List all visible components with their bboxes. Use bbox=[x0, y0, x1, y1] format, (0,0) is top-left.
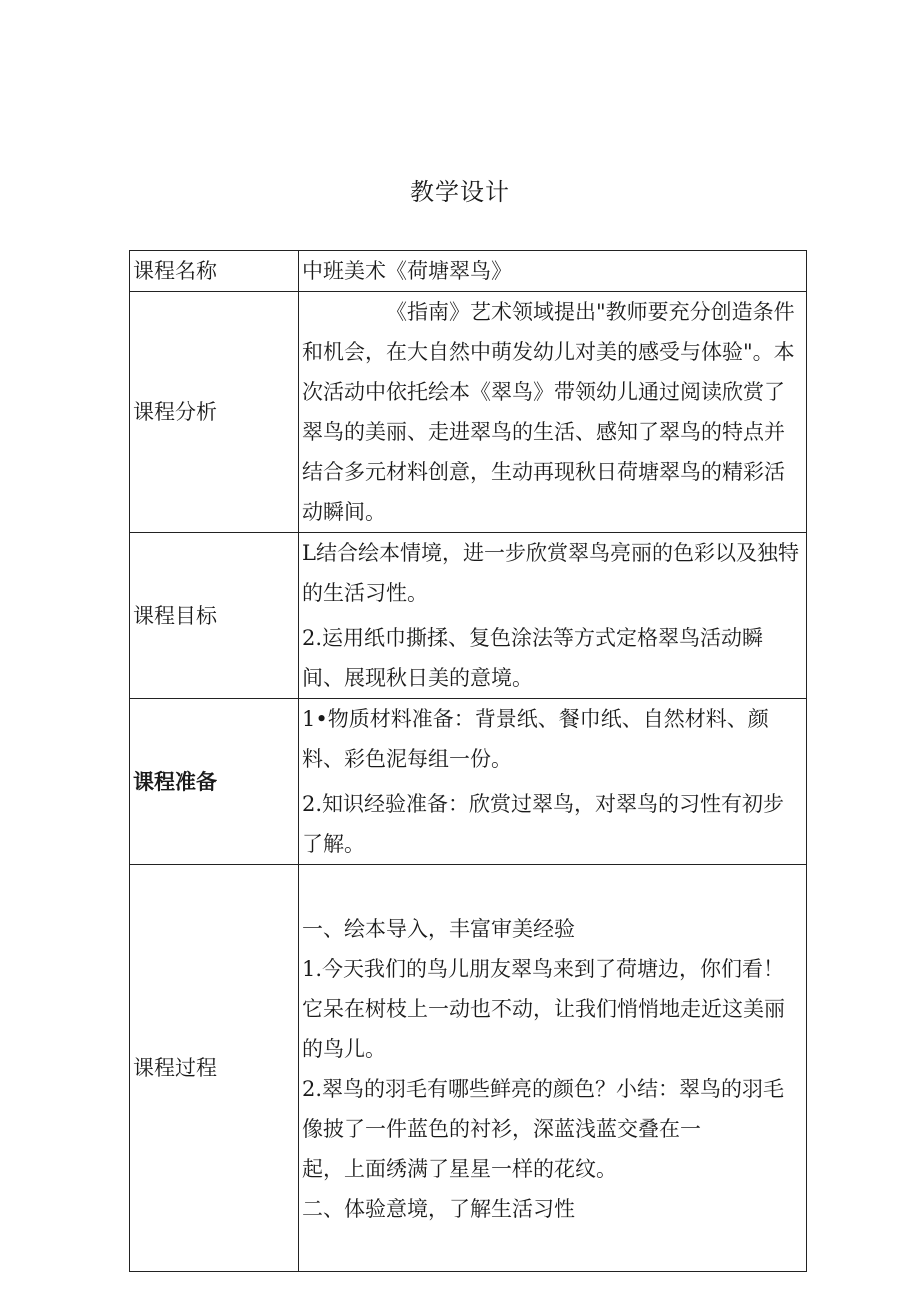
content-course-name bbox=[299, 251, 807, 292]
preparation-item-2: 2.知识经验准备：欣赏过翠鸟，对翠鸟的习性有初步了解。 bbox=[302, 792, 785, 856]
course-name-text: 中班美术《荷塘翠鸟》 bbox=[302, 259, 512, 283]
content-course-analysis bbox=[299, 292, 807, 533]
course-analysis-text: 《指南》艺术领域提出"教师要充分创造条件和机会，在大自然中萌发幼儿对美的感受与体验"。本次活动中依托绘本《翠鸟》带领幼儿通过阅读欣赏了翠鸟的美丽、走进翠鸟的生活、感知了翠鸟的特点并结合多元材料创意，生动再现秋日荷塘翠鸟的精彩活动瞬间。 bbox=[302, 300, 795, 524]
content-course-process bbox=[299, 865, 807, 1272]
table-row-course-analysis bbox=[130, 292, 807, 533]
goal-item-1: L结合绘本情境，进一步欣赏翠鸟亮丽的色彩以及独特的生活习性。 bbox=[302, 541, 799, 605]
process-step-2: 2.翠鸟的羽毛有哪些鲜亮的颜色？小结：翠鸟的羽毛像披了一件蓝色的衬衫，深蓝浅蓝交叠在一 bbox=[302, 1077, 785, 1141]
process-step-1: 1.今天我们的鸟儿朋友翠鸟来到了荷塘边，你们看！它呆在树枝上一动也不动，让我们悄悄地走近这美丽的鸟儿。 bbox=[302, 957, 785, 1061]
goal-item-2: 2.运用纸巾撕揉、复色涂法等方式定格翠鸟活动瞬间、展现秋日美的意境。 bbox=[302, 626, 764, 690]
course-design-table bbox=[129, 250, 807, 1272]
label-course-analysis: 课程分析 bbox=[130, 292, 299, 533]
label-course-preparation: 课程准备 bbox=[130, 699, 299, 865]
label-course-goals: 课程目标 bbox=[130, 533, 299, 699]
content-course-preparation bbox=[299, 699, 807, 865]
table-row-course-process bbox=[130, 865, 807, 1272]
process-section-1-heading: 一、绘本导入，丰富审美经验 bbox=[302, 917, 575, 941]
process-section-2-heading: 二、体验意境，了解生活习性 bbox=[302, 1197, 575, 1221]
table-row-course-goals bbox=[130, 533, 807, 699]
label-course-process: 课程过程 bbox=[130, 865, 299, 1272]
table-row-course-preparation bbox=[130, 699, 807, 865]
label-course-name: 课程名称 bbox=[130, 251, 299, 292]
document-title: 教学设计 bbox=[410, 178, 510, 206]
process-step-2-cont: 起，上面绣满了星星一样的花纹。 bbox=[302, 1157, 617, 1181]
preparation-item-1: 1•物质材料准备：背景纸、餐巾纸、自然材料、颜料、彩色泥每组一份。 bbox=[302, 707, 769, 771]
content-course-goals bbox=[299, 533, 807, 699]
table-row-course-name bbox=[130, 251, 807, 292]
